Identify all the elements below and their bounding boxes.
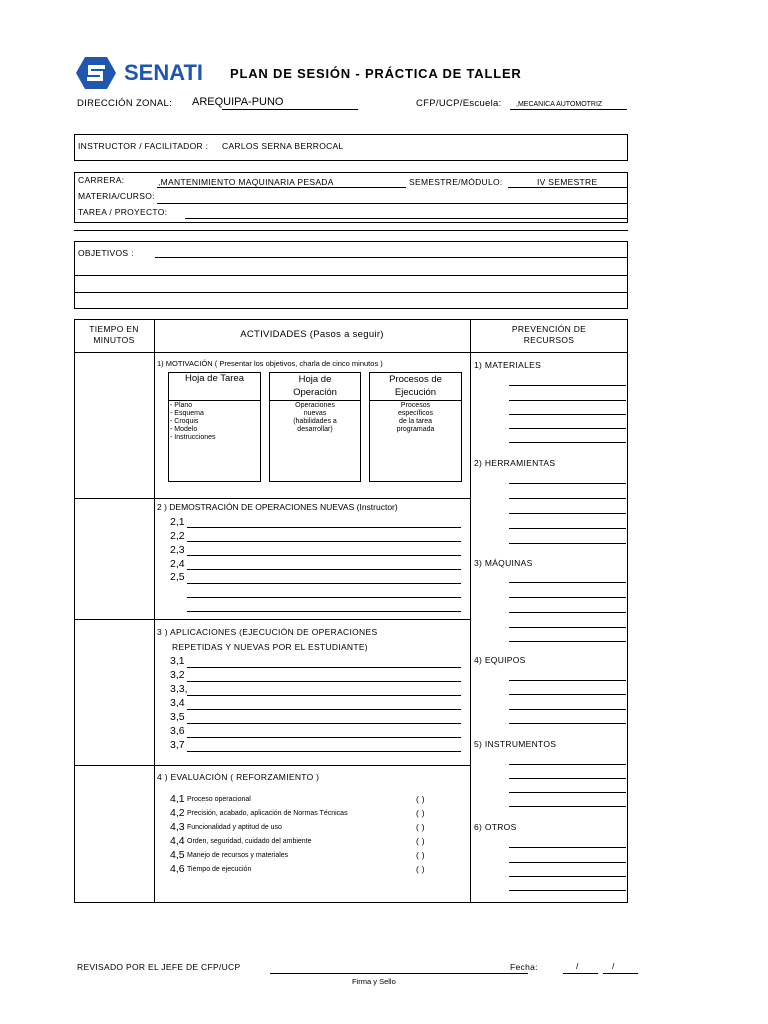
recursos-line — [509, 627, 626, 628]
recursos-line — [509, 513, 626, 514]
recursos-line — [509, 385, 626, 386]
demostracion-item: 2,4 — [170, 558, 185, 570]
header-actividades: ACTIVIDADES (Pasos a seguir) — [240, 329, 384, 340]
recursos-line — [509, 498, 626, 499]
firma-line — [270, 973, 528, 974]
brand-name: SENATI — [124, 60, 204, 85]
evaluacion-mark: ( ) — [416, 836, 425, 846]
recursos-line — [509, 847, 626, 848]
direccion-value: AREQUIPA-PUNO — [192, 96, 284, 108]
evaluacion-num: 4,5 — [170, 849, 185, 861]
aplicaciones-line — [187, 667, 461, 668]
table-col-divider-1 — [154, 319, 155, 903]
recursos-line — [509, 890, 626, 891]
motivacion-title: 1) MOTIVACIÓN ( Presentar los objetivos, charla de cinco minutos ) — [157, 359, 383, 368]
objetivos-line-3 — [74, 292, 628, 293]
section-divider-4 — [74, 765, 470, 766]
aplicaciones-line — [187, 709, 461, 710]
recursos-herramientas: 2) HERRAMIENTAS — [474, 458, 556, 468]
aplicaciones-line — [187, 737, 461, 738]
header-prevencion-2: RECURSOS — [523, 335, 575, 345]
aplicaciones-item: 3,1 — [170, 655, 185, 667]
header-tiempo-2: MINUTOS — [93, 335, 135, 345]
evaluacion-title: 4 ) EVALUACIÓN ( REFORZAMIENTO ) — [157, 772, 320, 782]
evaluacion-text: Funcionalidad y aptitud de uso — [187, 824, 282, 831]
demostracion-item: 2,5 — [170, 571, 185, 583]
evaluacion-num: 4,3 — [170, 821, 185, 833]
hoja-operacion-title-1: Hoja de — [298, 374, 332, 385]
carrera-underline — [157, 187, 406, 188]
recursos-line — [509, 876, 626, 877]
carrera-label: CARRERA: — [78, 175, 125, 185]
aplicaciones-item: 3,3, — [170, 683, 188, 695]
materia-underline — [157, 203, 627, 204]
fecha-label: Fecha: — [510, 962, 538, 972]
evaluacion-mark: ( ) — [416, 864, 425, 874]
recursos-otros: 6) OTROS — [474, 822, 517, 832]
procesos-ejecucion-title-1: Procesos de — [389, 374, 442, 385]
hoja-operacion-items: Operaciones nuevas (habilidades a desarrollar) — [293, 402, 337, 433]
header-prevencion-1: PREVENCIÓN DE — [511, 324, 587, 334]
recursos-maquinas: 3) MÁQUINAS — [474, 558, 533, 568]
recursos-line — [509, 694, 626, 695]
demostracion-title: 2 ) DEMOSTRACIÓN DE OPERACIONES NUEVAS (Instructor) — [157, 502, 398, 512]
demostracion-item: 2,3 — [170, 544, 185, 556]
recursos-line — [509, 414, 626, 415]
evaluacion-num: 4,2 — [170, 807, 185, 819]
senati-logo-icon — [75, 56, 117, 90]
cfp-underline — [510, 109, 627, 110]
recursos-line — [509, 680, 626, 681]
recursos-line — [509, 709, 626, 710]
objetivos-label: OBJETIVOS : — [78, 248, 134, 258]
procesos-ejecucion-divider — [369, 400, 462, 401]
recursos-line — [509, 400, 626, 401]
evaluacion-mark: ( ) — [416, 808, 425, 818]
recursos-line — [509, 428, 626, 429]
recursos-instrumentos: 5) INSTRUMENTOS — [474, 739, 557, 749]
evaluacion-num: 4,1 — [170, 793, 185, 805]
recursos-line — [509, 862, 626, 863]
aplicaciones-title-2: REPETIDAS Y NUEVAS POR EL ESTUDIANTE) — [172, 642, 368, 652]
hoja-operacion-divider — [269, 400, 361, 401]
recursos-line — [509, 528, 626, 529]
page-title: PLAN DE SESIÓN - PRÁCTICA DE TALLER — [230, 66, 522, 81]
tarea-extra-line — [74, 230, 628, 231]
evaluacion-text: Manejo de recursos y materiales — [187, 852, 289, 859]
objetivos-line-1 — [155, 257, 627, 258]
fecha-line-month — [603, 973, 638, 974]
semestre-value: IV SEMESTRE — [537, 177, 598, 187]
aplicaciones-title-1: 3 ) APLICACIONES (EJECUCIÓN DE OPERACIONES — [157, 627, 378, 637]
recursos-line — [509, 612, 626, 613]
firma-label: Firma y Sello — [352, 977, 396, 986]
aplicaciones-line — [187, 723, 461, 724]
hoja-tarea-title: Hoja de Tarea — [185, 373, 244, 384]
semestre-underline — [508, 187, 627, 188]
procesos-ejecucion-items: Procesos específicos de la tarea programada — [396, 402, 435, 433]
demostracion-line — [187, 527, 461, 528]
recursos-line — [509, 582, 626, 583]
recursos-equipos: 4) EQUIPOS — [474, 655, 526, 665]
evaluacion-mark: ( ) — [416, 794, 425, 804]
aplicaciones-item: 3,5 — [170, 711, 185, 723]
recursos-line — [509, 723, 626, 724]
tarea-underline — [185, 218, 627, 219]
recursos-tick — [627, 820, 628, 832]
revisado-label: REVISADO POR EL JEFE DE CFP/UCP — [77, 962, 241, 972]
cfp-label: CFP/UCP/Escuela: — [416, 98, 502, 109]
procesos-ejecucion-title-2: Ejecución — [394, 387, 437, 398]
tarea-label: TAREA / PROYECTO: — [78, 207, 168, 217]
demostracion-line — [187, 541, 461, 542]
recursos-line — [509, 543, 626, 544]
section-divider-3 — [74, 619, 470, 620]
demostracion-item: 2,2 — [170, 530, 185, 542]
fecha-slash-1: / — [576, 961, 579, 971]
recursos-line — [509, 641, 626, 642]
recursos-line — [509, 792, 626, 793]
recursos-line — [509, 764, 626, 765]
hoja-operacion-title-2: Operación — [293, 387, 337, 398]
direccion-label: DIRECCIÓN ZONAL: — [77, 98, 173, 109]
direccion-underline — [222, 109, 358, 110]
recursos-line — [509, 442, 626, 443]
semestre-label: SEMESTRE/MÓDULO: — [409, 177, 503, 187]
demostracion-line — [187, 569, 461, 570]
recursos-materiales: 1) MATERIALES — [474, 360, 542, 370]
recursos-tick — [627, 358, 628, 370]
evaluacion-text: Precisión, acabado, aplicación de Normas Técnicas — [187, 810, 348, 817]
section-divider-2 — [74, 498, 470, 499]
fecha-line-day — [563, 973, 598, 974]
evaluacion-text: Tiempo de ejecución — [187, 866, 252, 873]
recursos-line — [509, 778, 626, 779]
hoja-tarea-divider — [168, 400, 261, 401]
recursos-line — [509, 806, 626, 807]
recursos-tick — [627, 737, 628, 749]
objetivos-line-2 — [74, 275, 628, 276]
demostracion-line — [187, 555, 461, 556]
instructor-value: CARLOS SERNA BERROCAL — [222, 141, 344, 151]
carrera-value: ,MANTENIMIENTO MAQUINARIA PESADA — [158, 177, 334, 187]
evaluacion-num: 4,4 — [170, 835, 185, 847]
fecha-slash-2: / — [612, 961, 615, 971]
header-tiempo-1: TIEMPO EN — [89, 324, 139, 334]
recursos-tick — [627, 556, 628, 568]
table-header-divider — [74, 352, 628, 353]
demostracion-line — [187, 597, 461, 598]
evaluacion-text: Orden, seguridad, cuidado del ambiente — [187, 838, 312, 845]
aplicaciones-item: 3,6 — [170, 725, 185, 737]
aplicaciones-item: 3,4 — [170, 697, 185, 709]
hoja-tarea-items: - Plano - Esquema - Croquis - Modelo - Instrucciones — [170, 402, 216, 441]
aplicaciones-line — [187, 695, 461, 696]
recursos-line — [509, 597, 626, 598]
evaluacion-mark: ( ) — [416, 822, 425, 832]
demostracion-item: 2,1 — [170, 516, 185, 528]
evaluacion-mark: ( ) — [416, 850, 425, 860]
recursos-tick — [627, 653, 628, 665]
aplicaciones-item: 3,2 — [170, 669, 185, 681]
materia-label: MATERIA/CURSO: — [78, 191, 155, 201]
demostracion-line — [187, 611, 461, 612]
evaluacion-text: Proceso operacional — [187, 796, 251, 803]
instructor-label: INSTRUCTOR / FACILITADOR : — [78, 141, 209, 151]
aplicaciones-line — [187, 681, 461, 682]
demostracion-line — [187, 583, 461, 584]
table-col-divider-2 — [470, 319, 471, 903]
evaluacion-num: 4,6 — [170, 863, 185, 875]
cfp-value: ,MECANICA AUTOMOTRIZ — [516, 101, 603, 108]
recursos-tick — [627, 456, 628, 468]
aplicaciones-item: 3,7 — [170, 739, 185, 751]
recursos-line — [509, 483, 626, 484]
aplicaciones-line — [187, 751, 461, 752]
